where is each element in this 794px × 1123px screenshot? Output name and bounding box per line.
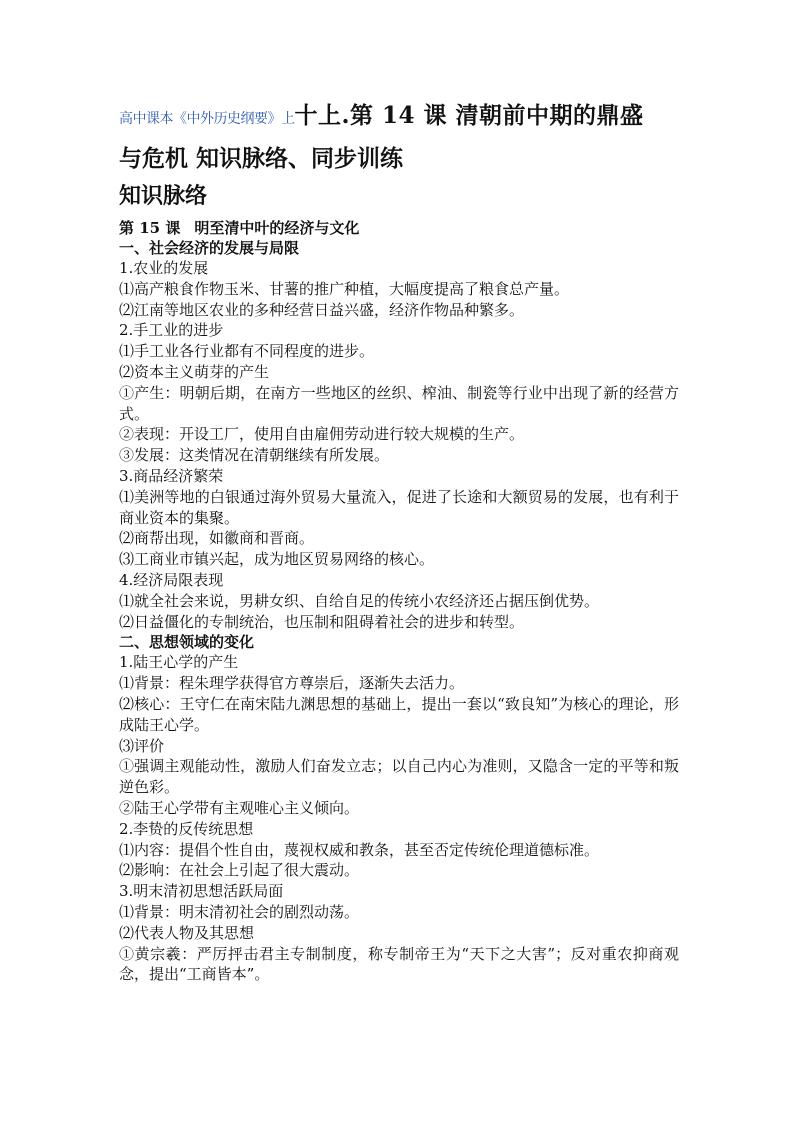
text-line: ⑵资本主义萌芽的产生: [119, 362, 270, 381]
text-paragraph: ①强调主观能动性，激励人们奋发立志；以自己内心为准则，又隐含一定的平等和叛逆色彩。: [119, 757, 679, 797]
text-line: ⑴背景：程朱理学获得官方尊崇后，逐渐失去活力。: [119, 674, 465, 693]
title-main: 十上.第 14 课 清朝前中期的鼎盛: [294, 102, 644, 129]
part1-heading: 一、社会经济的发展与局限: [119, 239, 300, 257]
text-line: 3.商品经济繁荣: [119, 466, 224, 485]
text-line: 3.明末清初思想活跃局面: [119, 882, 284, 901]
text-line: ⑶工商业市镇兴起，成为地区贸易网络的核心。: [119, 550, 435, 569]
text-paragraph: ⑵核心：王守仁在南宋陆九渊思想的基础上，提出一套以“致良知”为核心的理论，形成陆王心学。: [119, 694, 679, 734]
text-line: ⑴内容：提倡个性自由，蔑视权威和教条，甚至否定传统伦理道德标准。: [119, 840, 600, 859]
section-title: 知识脉络: [119, 183, 208, 209]
text-line: 1.陆王心学的产生: [119, 653, 239, 672]
document-title-line1: [119, 96, 679, 139]
text-line: ③发展：这类情况在清朝继续有所发展。: [119, 446, 390, 465]
text-line: ⑵商帮出现，如徽商和晋商。: [119, 529, 315, 548]
text-line: ⑴就全社会来说，男耕女织、自给自足的传统小农经济还占据压倒优势。: [119, 591, 600, 610]
text-line: ⑴手工业各行业都有不同程度的进步。: [119, 342, 375, 361]
text-line: ⑵代表人物及其思想: [119, 923, 255, 942]
text-paragraph: ①黄宗羲：严厉抨击君主专制制度，称专制帝王为“天下之大害”；反对重农抑商观念，提出“工商皆本”。: [119, 944, 679, 984]
lesson-heading: [119, 218, 679, 238]
text-paragraph: ①产生：明朝后期，在南方一些地区的丝织、榨油、制瓷等行业中出现了新的经营方式。: [119, 383, 679, 423]
part2-heading: 二、思想领域的变化: [119, 633, 255, 652]
text-line: 2.李贽的反传统思想: [119, 819, 254, 838]
text-line: ⑴高产粮食作物玉米、甘薯的推广种植，大幅度提高了粮食总产量。: [119, 279, 570, 298]
text-line: ②表现：开设工厂，使用自由雇佣劳动进行较大规模的生产。: [119, 425, 525, 444]
text-line: ⑵江南等地区农业的多种经营日益兴盛，经济作物品种繁多。: [119, 300, 525, 319]
text-line: 1.农业的发展: [119, 259, 209, 277]
text-line: ②陆王心学带有主观唯心主义倾向。: [119, 798, 360, 817]
title-prefix: 高中课本《中外历史纲要》上: [119, 111, 295, 127]
lesson-number: 第 15 课: [119, 219, 181, 237]
document-title-line2: 与危机 知识脉络、同步训练: [119, 145, 404, 172]
text-line: ⑴背景：明末清初社会的剧烈动荡。: [119, 902, 360, 921]
text-line: ⑶评价: [119, 736, 165, 755]
text-line: ⑵日益僵化的专制统治，也压制和阻碍着社会的进步和转型。: [119, 612, 525, 631]
lesson-name: 明至清中叶的经济与文化: [194, 219, 360, 237]
text-line: 2.手工业的进步: [119, 321, 224, 340]
text-line: ⑵影响：在社会上引起了很大震动。: [119, 861, 360, 880]
text-line: 4.经济局限表现: [119, 570, 224, 589]
document-page: [119, 96, 679, 985]
text-paragraph: ⑴美洲等地的白银通过海外贸易大量流入，促进了长途和大额贸易的发展，也有利于商业资本的集聚。: [119, 487, 679, 527]
